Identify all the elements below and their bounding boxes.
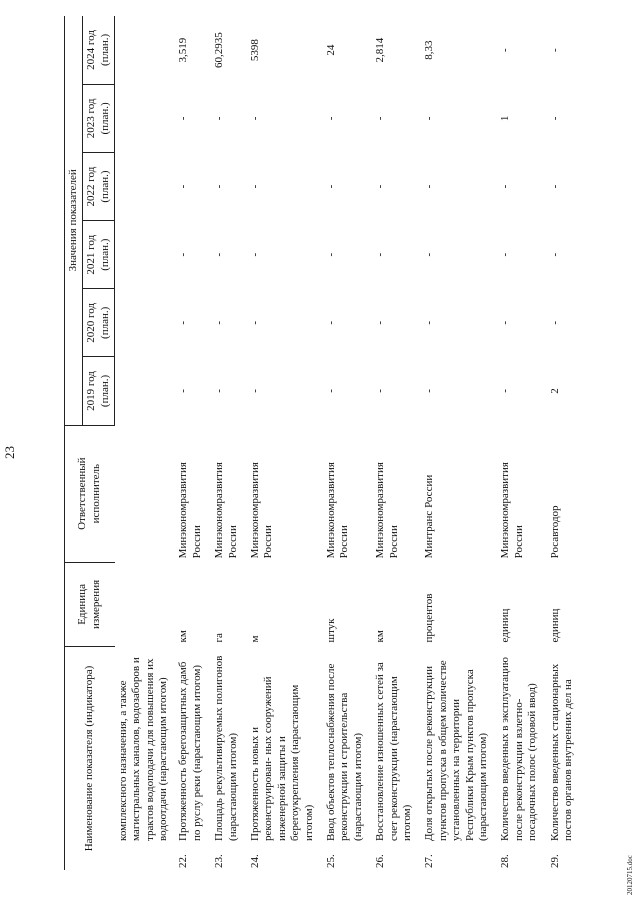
value-cell: - <box>213 116 226 121</box>
responsible-cell: Минэкономразвития России <box>325 462 351 559</box>
value-cell: - <box>177 116 190 121</box>
value-cell: - <box>423 184 436 189</box>
table-row <box>320 16 369 870</box>
unit-cell: м <box>248 635 261 643</box>
responsible-cell: Минэкономразвития России <box>213 462 239 559</box>
table-row <box>494 16 543 870</box>
value-cell: - <box>325 320 337 325</box>
header-unit: Единица измерения <box>65 562 115 646</box>
table-row <box>418 16 494 870</box>
page-number: 23 <box>2 446 17 459</box>
value-cell: - <box>548 184 561 189</box>
value-cell: - <box>499 252 512 257</box>
value-cell: - <box>248 184 261 189</box>
value-cell: - <box>213 252 226 257</box>
value-cell: - <box>213 389 226 393</box>
value-cell: - <box>423 320 436 325</box>
value-cell: 8,33 <box>423 40 436 60</box>
continuation-text: комплексного назначения, а также магистральных каналов, водозаборов и трактов водоподачи для повышения их водоотдачи (нарастающим итогом) <box>116 657 169 841</box>
value-cell: - <box>177 389 190 393</box>
indicator-name: Доля открытых после реконструкции пунктов пропуска в общем количестве установленных на территории Республики Крым пунктов пропуска (нарастающим итогом) <box>423 660 490 841</box>
value-cell: 2,814 <box>374 37 387 63</box>
value-cell: 1 <box>499 115 512 122</box>
value-cell: - <box>177 252 190 257</box>
value-cell: - <box>499 184 512 189</box>
indicator-name: Протяженность новых и реконструирован- ных сооружений инженерной защиты и берегоукрепления (нарастающим итогом) <box>248 676 315 841</box>
unit-cell: единиц <box>548 608 561 643</box>
value-cell: - <box>548 320 561 325</box>
value-cell: - <box>248 389 261 393</box>
continuation-row <box>115 16 173 870</box>
value-cell: 2 <box>548 388 561 394</box>
value-cell: - <box>499 389 512 393</box>
responsible-cell: Минэкономразвития России <box>177 462 203 559</box>
table-row <box>244 16 320 870</box>
value-cell: - <box>248 320 261 325</box>
value-cell: - <box>248 116 261 121</box>
header-year: 2020 год (план.) <box>83 289 115 357</box>
value-cell: - <box>213 184 226 189</box>
value-cell: - <box>325 116 337 121</box>
responsible-cell: Минэкономразвития России <box>374 462 400 559</box>
unit-cell: км <box>374 630 387 643</box>
header-year: 2021 год (план.) <box>83 221 115 289</box>
row-number: 22. <box>177 854 190 868</box>
value-cell: - <box>374 116 387 121</box>
row-number: 29. <box>548 854 561 868</box>
value-cell: - <box>177 184 190 189</box>
table-row <box>208 16 244 870</box>
indicator-name: Количество введенных стационарных постов органов внутренних дел на <box>548 663 575 841</box>
value-cell: 60,2935 <box>213 32 226 69</box>
value-cell: - <box>374 320 387 325</box>
value-cell: - <box>325 389 337 393</box>
unit-cell: единиц <box>499 608 512 643</box>
value-cell: - <box>374 389 387 393</box>
header-values-group: Значения показателей <box>65 16 83 425</box>
value-cell: - <box>177 320 190 325</box>
value-cell: 5398 <box>248 39 261 62</box>
value-cell: - <box>548 48 561 52</box>
indicators-table <box>64 16 580 870</box>
table-row <box>172 16 208 870</box>
unit-cell: км <box>177 630 190 643</box>
value-cell: - <box>374 252 387 257</box>
value-cell: - <box>325 184 337 189</box>
footer-filename: 20120715.doc <box>626 855 634 895</box>
header-name: Наименование показателя (индикатора) <box>65 647 115 870</box>
indicator-name: Площадь рекультивируемых полигонов (нарастающим итогом) <box>213 655 239 841</box>
row-number: 23. <box>213 854 226 868</box>
value-cell: - <box>499 320 512 325</box>
row-number: 28. <box>499 854 512 868</box>
header-responsible: Ответственный исполнитель <box>65 425 115 562</box>
table-row <box>544 16 580 870</box>
value-cell: - <box>548 252 561 257</box>
header-year: 2022 год (план.) <box>83 152 115 220</box>
responsible-cell: Минтранс России <box>423 474 436 559</box>
value-cell: - <box>325 252 337 257</box>
value-cell: - <box>423 252 436 257</box>
value-cell: - <box>423 389 436 393</box>
value-cell: - <box>213 320 226 325</box>
row-number: 27. <box>423 854 436 868</box>
indicator-name: Протяженность берегозащитных дамб по руслу реки (нарастающим итогом) <box>177 661 203 841</box>
value-cell: 24 <box>325 44 337 56</box>
header-year: 2023 год (план.) <box>83 84 115 152</box>
value-cell: - <box>248 252 261 257</box>
responsible-cell: Минэкономразвития России <box>499 462 525 559</box>
unit-cell: процентов <box>423 593 436 643</box>
value-cell: - <box>423 116 436 121</box>
value-cell: - <box>374 184 387 189</box>
value-cell: - <box>548 116 561 121</box>
unit-cell: га <box>213 633 226 643</box>
row-number: 24. <box>248 854 261 868</box>
responsible-cell: Минэкономразвития России <box>248 462 275 559</box>
header-year: 2024 год (план.) <box>83 16 115 84</box>
responsible-cell: Росавтодор <box>548 505 561 559</box>
indicator-name: Количество введенных в эксплуатацию после реконструкции взлетно-посадочных полос (годовой ввод) <box>499 656 539 841</box>
unit-cell: штук <box>325 618 337 643</box>
row-number: 25. <box>325 854 337 868</box>
indicator-name: Ввод объектов теплоснабжения после реконструкции и строительства (нарастающим итогом) <box>325 663 364 841</box>
indicator-name: Восстановление изношенных сетей за счет реконструкции (нарастающим итогом) <box>374 662 414 841</box>
value-cell: 3,519 <box>177 37 190 63</box>
row-number: 26. <box>374 854 387 868</box>
header-year: 2019 год (план.) <box>83 357 115 425</box>
table-row <box>369 16 418 870</box>
value-cell: - <box>499 48 512 52</box>
